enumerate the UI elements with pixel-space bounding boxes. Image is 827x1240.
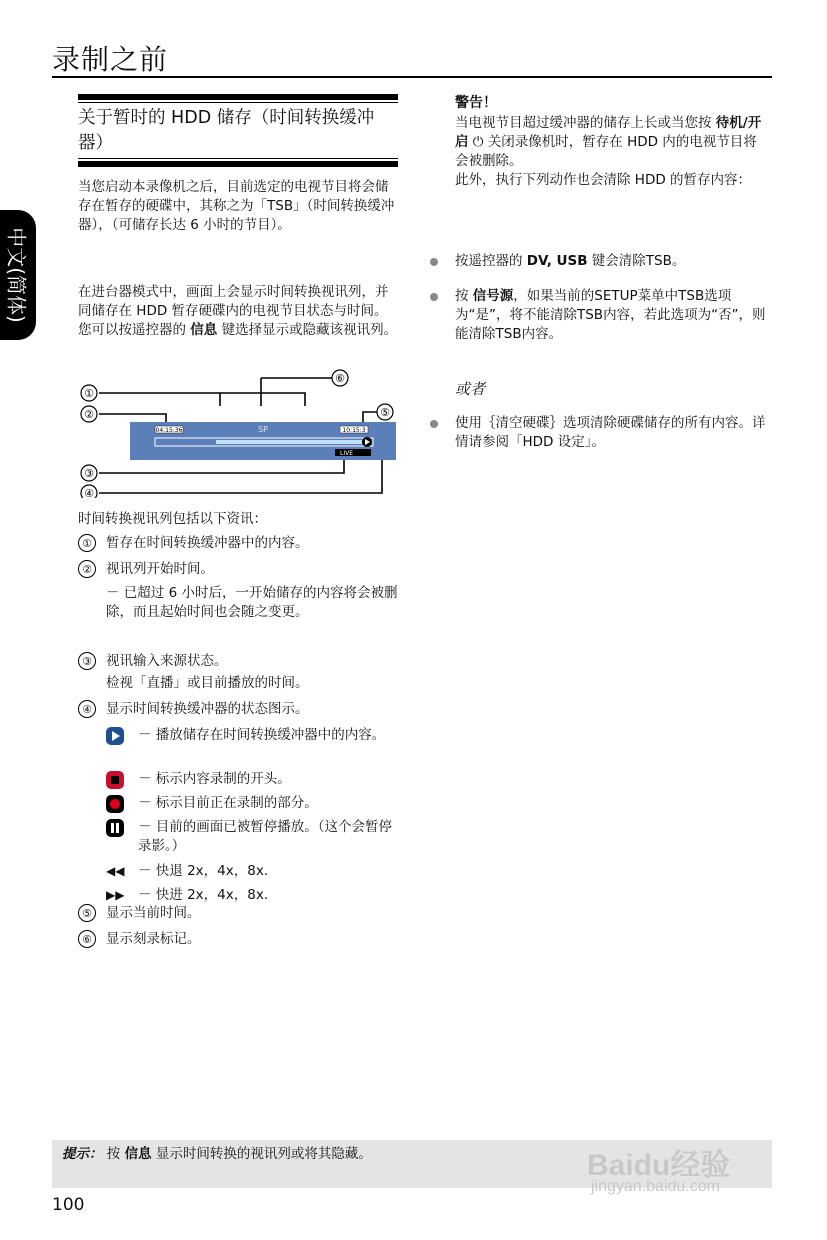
list-item-text: 显示刻录标记。 [106,931,201,947]
time-shift-bar-diagram [78,368,408,498]
list-item-text: 暂存在时间转换缓冲器中的内容。 [106,535,309,551]
callout-1-label: ① [84,387,94,400]
section-heading: 关于暂时的 HDD 储存（时间转换缓冲器） [78,108,375,153]
baidu-watermark [585,1120,775,1200]
bullet-text [455,252,770,271]
bullet-text-post: 键会清除TSB。 [587,253,686,269]
fast-forward-icon: ▶▶ [106,888,125,902]
status-icon-recording [106,794,416,816]
bullet-text [455,287,770,344]
section-rule-top-thin [78,102,398,103]
status-icon-text: － 快退 2x，4x，8x. [138,863,269,879]
list-item-number: ⑤ [78,904,96,922]
language-side-tab [0,210,36,340]
list-item-2 [78,560,408,642]
callout-5-label: ⑤ [380,406,390,419]
status-icon-text: － 目前的画面已被暂停播放。（这个会暂停录影。） [138,819,393,854]
bullet-dot [430,293,438,301]
tip-text-post: 显示时间转换的视讯列或将其隐藏。 [155,1146,372,1162]
rewind-icon: ◀◀ [106,864,125,878]
language-tab-label: 中文(简体) [4,227,29,323]
page-number: 100 [52,1195,85,1215]
record-square-icon [106,771,124,789]
list-item-text: 显示时间转换缓冲器的状态图示。 [106,701,309,717]
standby-key-label: 待机/开启 [455,115,762,150]
status-icon-play [106,726,416,766]
watermark-url: jingyan.baidu.com [591,1178,720,1195]
list-item-number: ③ [78,652,96,670]
tip-text-pre: 按 [106,1146,121,1162]
status-icon-text: － 播放储存在时间转换缓冲器中的内容。 [138,727,386,743]
bullet-item-1 [430,252,770,274]
intro-paragraph: 当您启动本录像机之后，目前选定的电视节目将会储存在暂存的硬碟中，其称之为「TSB」（时间转换缓冲器），（可储存长达 6 小时的节目）。 [78,179,395,233]
warning-title: 警告！ [455,95,497,111]
list-item-5 [78,904,408,926]
source-key-label: 信号源 [472,288,514,304]
page-title: 录制之前 [52,43,169,76]
bullet-dot [430,258,438,266]
status-icon-record-start [106,770,416,792]
end-time-label: 10:15:3 [342,427,366,434]
info-key-label: 信息 [124,1146,152,1162]
watermark-brand: Baidu经验 [587,1149,731,1182]
play-icon [106,727,124,745]
tip-label: 提示： [62,1146,103,1162]
leader-line-1 [99,393,305,406]
list-intro: 时间转换视讯列包括以下资讯： [78,511,267,527]
info-paragraph-prefix: 在进台器模式中，画面上会显示时间转换视讯列，并同储存在 HDD 暂存硬碟内的电视节目状态与时间。您可以按遥控器的 [78,284,389,338]
start-time-label: 04:15:36 [155,427,183,434]
bullet-item-3 [430,414,770,456]
bullet-dot [430,420,438,428]
list-item-subtext: － 已超过 6 小时后，一开始储存的内容将会被删除，而且起始时间也会随之变更。 [106,585,398,620]
section-rule-bottom [78,161,398,167]
list-item-3 [78,652,408,696]
list-item-1 [78,534,408,556]
bullet-item-2 [430,287,770,349]
dv-usb-key-label: DV, USB [526,253,588,269]
list-item-number: ① [78,534,96,552]
status-icon-text: － 标示目前正在录制的部分。 [138,795,318,811]
list-item-text: 显示当前时间。 [106,905,201,921]
status-icon-rewind [106,862,416,884]
bullet-text-pre: 按遥控器的 [455,253,527,269]
bullet-text-pre: 按 [455,288,473,304]
list-item-subtext: 检视「直播」或目前播放的时间。 [106,675,309,691]
status-label: LIVE [340,450,354,457]
list-item-text: 视讯列开始时间。 [106,561,214,577]
info-paragraph [78,283,398,340]
mode-label: SP [258,425,268,434]
warning-text-c: 此外，执行下列动作也会清除 HDD 的暂存内容： [455,172,752,188]
list-item-6 [78,930,408,952]
bullet-text-post: ，如果当前的SETUP菜单中TSB选项为“是”，将不能清除TSB内容，若此选项为“否”，则能清除TSB内容。 [455,288,766,342]
status-icon-pause [106,818,416,858]
buffer-fill [216,440,362,444]
info-key-label: 信息 [190,322,218,338]
record-dot-icon [106,795,124,813]
tip-text [62,1145,662,1164]
power-icon: ⏻ [472,134,484,150]
list-item-number: ④ [78,700,96,718]
callout-2-label: ② [84,408,94,421]
or-text: 或者 [455,380,486,398]
info-paragraph-suffix: 键选择显示或隐藏该视讯列。 [221,322,398,338]
callout-6-label: ⑥ [335,372,345,385]
section-rule-bottom-thin [78,158,398,159]
status-icon-text: － 快进 2x，4x，8x. [138,887,269,903]
warning-text-a: 当电视节目超过缓冲器的储存上长或当您按 [455,115,712,131]
callout-3-label: ③ [84,467,94,480]
pause-icon [106,819,124,837]
list-item-4 [78,700,408,722]
section-rule-top [78,94,398,100]
bullet-text: 使用｛清空硬碟｝选项清除硬碟储存的所有内容。详情请参阅「HDD 设定」。 [455,415,766,450]
list-item-text: 视讯输入来源状态。 [106,653,228,669]
callout-4-label: ④ [84,487,94,498]
warning-text [455,114,770,190]
title-rule [52,76,772,78]
warning-text-b: 关闭录像机时，暂存在 HDD 内的电视节目将会被删除。 [455,134,757,169]
status-icon-text: － 标示内容录制的开头。 [138,771,291,787]
list-item-number: ② [78,560,96,578]
list-item-number: ⑥ [78,930,96,948]
